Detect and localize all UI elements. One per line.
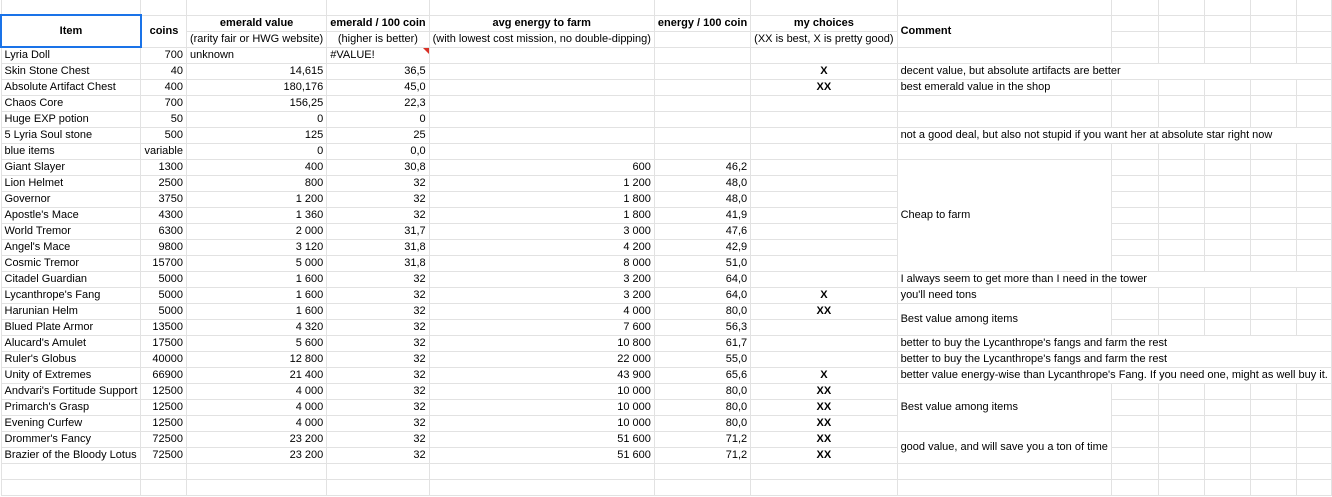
row-coins[interactable]: 13500 [141, 320, 187, 336]
header-emerald-per-100[interactable]: emerald / 100 coin [327, 15, 429, 31]
row-emerald-value[interactable]: 4 000 [186, 416, 326, 432]
row-item[interactable]: 5 Lyria Soul stone [1, 128, 141, 144]
row-avg-energy[interactable]: 22 000 [429, 352, 654, 368]
table-row [1, 384, 1331, 400]
header-emerald-value[interactable]: emerald value [186, 15, 326, 31]
empty-row [1, 480, 1331, 496]
row-item[interactable]: Andvari's Fortitude Support [1, 384, 141, 400]
table-row [1, 336, 1331, 352]
row-my-choice[interactable]: X [751, 64, 897, 80]
row-emerald-value[interactable]: 156,25 [186, 96, 326, 112]
row-emerald-per-100[interactable]: 25 [327, 128, 429, 144]
row-comment[interactable]: better to buy the Lycanthrope's fangs and farm the rest [897, 352, 1331, 368]
row-emerald-value[interactable]: 23 200 [186, 432, 326, 448]
row-avg-energy[interactable]: 4 200 [429, 240, 654, 256]
row-avg-energy[interactable] [429, 96, 654, 112]
row-comment[interactable] [897, 96, 1111, 112]
row-item[interactable]: Evening Curfew [1, 416, 141, 432]
row-coins[interactable]: 15700 [141, 256, 187, 272]
header-emerald-per-100-note[interactable]: (higher is better) [327, 31, 429, 47]
table-row [1, 224, 1331, 240]
table-row [1, 416, 1331, 432]
row-energy-per-100[interactable] [654, 47, 750, 64]
row-emerald-per-100[interactable]: 32 [327, 432, 429, 448]
row-emerald-per-100[interactable]: 32 [327, 400, 429, 416]
row-energy-per-100[interactable]: 65,6 [654, 368, 750, 384]
table-row [1, 352, 1331, 368]
row-my-choice[interactable] [751, 144, 897, 160]
header-item[interactable]: Item [1, 15, 141, 47]
row-avg-energy[interactable]: 7 600 [429, 320, 654, 336]
table-row [1, 256, 1331, 272]
row-comment[interactable] [897, 112, 1111, 128]
row-my-choice[interactable] [751, 320, 897, 336]
row-energy-per-100[interactable]: 41,9 [654, 208, 750, 224]
table-row [1, 176, 1331, 192]
row-item[interactable]: Lycanthrope's Fang [1, 288, 141, 304]
row-emerald-value[interactable]: 0 [186, 144, 326, 160]
row-emerald-per-100[interactable]: 36,5 [327, 64, 429, 80]
table-row [1, 192, 1331, 208]
row-emerald-per-100[interactable]: 32 [327, 448, 429, 464]
row-energy-per-100[interactable]: 80,0 [654, 304, 750, 320]
row-energy-per-100[interactable]: 71,2 [654, 432, 750, 448]
row-coins[interactable]: 12500 [141, 416, 187, 432]
row-avg-energy[interactable] [429, 144, 654, 160]
row-item[interactable]: Lyria Doll [1, 47, 141, 64]
row-emerald-value[interactable]: 800 [186, 176, 326, 192]
row-avg-energy[interactable]: 1 800 [429, 192, 654, 208]
row-comment[interactable]: Best value among items [897, 384, 1111, 432]
row-item[interactable]: World Tremor [1, 224, 141, 240]
row-emerald-value[interactable]: 0 [186, 112, 326, 128]
row-avg-energy[interactable] [429, 64, 654, 80]
row-coins[interactable]: 500 [141, 128, 187, 144]
row-emerald-value[interactable]: 1 200 [186, 192, 326, 208]
row-emerald-per-100[interactable]: 32 [327, 352, 429, 368]
row-my-choice[interactable]: XX [751, 304, 897, 320]
row-energy-per-100[interactable]: 55,0 [654, 352, 750, 368]
row-emerald-per-100[interactable]: 32 [327, 272, 429, 288]
row-emerald-value[interactable]: 5 000 [186, 256, 326, 272]
row-item[interactable]: Alucard's Amulet [1, 336, 141, 352]
row-item[interactable]: Giant Slayer [1, 160, 141, 176]
row-avg-energy[interactable] [429, 80, 654, 96]
table-row [1, 208, 1331, 224]
row-emerald-value[interactable]: 1 360 [186, 208, 326, 224]
row-energy-per-100[interactable]: 64,0 [654, 288, 750, 304]
row-coins[interactable]: variable [141, 144, 187, 160]
table-row [1, 80, 1331, 96]
table-row [1, 320, 1331, 336]
row-my-choice[interactable] [751, 208, 897, 224]
row-my-choice[interactable] [751, 160, 897, 176]
header-avg-energy[interactable]: avg energy to farm [429, 15, 654, 31]
row-my-choice[interactable] [751, 272, 897, 288]
row-comment[interactable]: best emerald value in the shop [897, 80, 1111, 96]
row-my-choice[interactable] [751, 336, 897, 352]
row-energy-per-100[interactable]: 80,0 [654, 384, 750, 400]
row-energy-per-100[interactable]: 61,7 [654, 336, 750, 352]
row-emerald-per-100[interactable]: 32 [327, 208, 429, 224]
row-emerald-value[interactable]: 14,615 [186, 64, 326, 80]
row-coins[interactable]: 2500 [141, 176, 187, 192]
row-coins[interactable]: 6300 [141, 224, 187, 240]
row-emerald-per-100[interactable]: 31,8 [327, 240, 429, 256]
row-coins[interactable]: 66900 [141, 368, 187, 384]
row-coins[interactable]: 17500 [141, 336, 187, 352]
table-row [1, 368, 1331, 384]
row-emerald-value[interactable]: 180,176 [186, 80, 326, 96]
table-row [1, 64, 1331, 80]
row-avg-energy[interactable]: 4 000 [429, 304, 654, 320]
row-emerald-per-100[interactable]: 32 [327, 416, 429, 432]
row-avg-energy[interactable]: 10 000 [429, 384, 654, 400]
header-avg-energy-note[interactable]: (with lowest cost mission, no double-dipping) [429, 31, 654, 47]
table-row [1, 288, 1331, 304]
row-emerald-per-100[interactable]: 31,7 [327, 224, 429, 240]
row-emerald-value[interactable]: 1 600 [186, 272, 326, 288]
table-row [1, 304, 1331, 320]
row-item[interactable]: Harunian Helm [1, 304, 141, 320]
header-energy-per-100[interactable]: energy / 100 coin [654, 15, 750, 31]
row-item[interactable]: Blued Plate Armor [1, 320, 141, 336]
row-comment[interactable]: you'll need tons [897, 288, 1111, 304]
row-my-choice[interactable] [751, 47, 897, 64]
row-item[interactable]: Cosmic Tremor [1, 256, 141, 272]
row-emerald-value[interactable]: 4 000 [186, 384, 326, 400]
row-emerald-per-100[interactable]: 31,8 [327, 256, 429, 272]
row-emerald-per-100[interactable]: 32 [327, 320, 429, 336]
row-item[interactable]: Apostle's Mace [1, 208, 141, 224]
row-my-choice[interactable] [751, 240, 897, 256]
table-row [1, 112, 1331, 128]
row-coins[interactable]: 12500 [141, 400, 187, 416]
row-emerald-per-100[interactable]: 30,8 [327, 160, 429, 176]
table-row [1, 96, 1331, 112]
row-energy-per-100[interactable]: 80,0 [654, 400, 750, 416]
row-comment[interactable]: not a good deal, but also not stupid if you want her at absolute star right now [897, 128, 1331, 144]
row-coins[interactable]: 40 [141, 64, 187, 80]
row-energy-per-100[interactable]: 47,6 [654, 224, 750, 240]
row-comment[interactable] [897, 47, 1111, 64]
header-emerald-note[interactable]: (rarity fair or HWG website) [186, 31, 326, 47]
header-notes-row [1, 31, 1331, 47]
row-item[interactable]: Governor [1, 192, 141, 208]
row-energy-per-100[interactable]: 51,0 [654, 256, 750, 272]
row-comment[interactable]: good value, and will save you a ton of time [897, 432, 1111, 464]
row-emerald-per-100[interactable]: 32 [327, 176, 429, 192]
row-energy-per-100[interactable] [654, 96, 750, 112]
data-rows [1, 47, 1331, 464]
table-row [1, 272, 1331, 288]
row-emerald-per-100[interactable]: 32 [327, 304, 429, 320]
row-coins[interactable]: 40000 [141, 352, 187, 368]
row-my-choice[interactable] [751, 224, 897, 240]
row-my-choice[interactable] [751, 128, 897, 144]
row-item[interactable]: Drommer's Fancy [1, 432, 141, 448]
row-avg-energy[interactable] [429, 47, 654, 64]
row-energy-per-100[interactable]: 64,0 [654, 272, 750, 288]
row-item[interactable]: Skin Stone Chest [1, 64, 141, 80]
row-my-choice[interactable]: X [751, 368, 897, 384]
row-energy-per-100[interactable] [654, 144, 750, 160]
row-avg-energy[interactable] [429, 128, 654, 144]
row-energy-per-100[interactable] [654, 112, 750, 128]
row-item[interactable]: Chaos Core [1, 96, 141, 112]
row-emerald-per-100[interactable]: 0 [327, 112, 429, 128]
row-coins[interactable]: 72500 [141, 432, 187, 448]
row-avg-energy[interactable]: 8 000 [429, 256, 654, 272]
row-energy-per-100[interactable]: 56,3 [654, 320, 750, 336]
row-coins[interactable]: 1300 [141, 160, 187, 176]
header-row [1, 15, 1331, 31]
row-emerald-value[interactable]: 4 000 [186, 400, 326, 416]
row-item[interactable]: Absolute Artifact Chest [1, 80, 141, 96]
row-item[interactable]: Brazier of the Bloody Lotus [1, 448, 141, 464]
row-coins[interactable]: 5000 [141, 288, 187, 304]
row-comment[interactable]: I always seem to get more than I need in the tower [897, 272, 1331, 288]
row-item[interactable]: Lion Helmet [1, 176, 141, 192]
row-emerald-value[interactable]: 12 800 [186, 352, 326, 368]
row-emerald-value[interactable]: 400 [186, 160, 326, 176]
row-coins[interactable]: 4300 [141, 208, 187, 224]
row-item[interactable]: Angel's Mace [1, 240, 141, 256]
row-comment[interactable]: Best value among items [897, 304, 1111, 336]
row-comment[interactable]: better to buy the Lycanthrope's fangs and farm the rest [897, 336, 1331, 352]
row-avg-energy[interactable]: 51 600 [429, 448, 654, 464]
row-coins[interactable]: 700 [141, 47, 187, 64]
row-emerald-value[interactable]: 1 600 [186, 304, 326, 320]
row-my-choice[interactable]: XX [751, 432, 897, 448]
row-avg-energy[interactable]: 1 200 [429, 176, 654, 192]
row-emerald-per-100[interactable]: #VALUE! [327, 47, 429, 64]
row-energy-per-100[interactable]: 80,0 [654, 416, 750, 432]
table-row [1, 400, 1331, 416]
table-row [1, 448, 1331, 464]
row-coins[interactable]: 5000 [141, 304, 187, 320]
row-comment[interactable]: Cheap to farm [897, 160, 1111, 272]
table-row [1, 128, 1331, 144]
row-coins[interactable]: 5000 [141, 272, 187, 288]
row-emerald-value[interactable]: 1 600 [186, 288, 326, 304]
row-coins[interactable]: 3750 [141, 192, 187, 208]
row-emerald-value[interactable]: 125 [186, 128, 326, 144]
row-my-choice[interactable] [751, 176, 897, 192]
row-item[interactable]: Huge EXP potion [1, 112, 141, 128]
row-emerald-value[interactable]: 2 000 [186, 224, 326, 240]
row-item[interactable]: Unity of Extremes [1, 368, 141, 384]
row-item[interactable]: Citadel Guardian [1, 272, 141, 288]
row-my-choice[interactable]: XX [751, 416, 897, 432]
row-coins[interactable]: 72500 [141, 448, 187, 464]
table-row [1, 432, 1331, 448]
row-my-choice[interactable]: XX [751, 80, 897, 96]
row-my-choice[interactable] [751, 352, 897, 368]
row-avg-energy[interactable]: 3 000 [429, 224, 654, 240]
row-avg-energy[interactable]: 10 000 [429, 416, 654, 432]
row-avg-energy[interactable]: 10 000 [429, 400, 654, 416]
row-emerald-value[interactable]: 4 320 [186, 320, 326, 336]
row-my-choice[interactable] [751, 96, 897, 112]
row-avg-energy[interactable]: 600 [429, 160, 654, 176]
row-coins[interactable]: 12500 [141, 384, 187, 400]
row-emerald-value[interactable]: 23 200 [186, 448, 326, 464]
row-coins[interactable]: 9800 [141, 240, 187, 256]
row-energy-per-100[interactable]: 48,0 [654, 176, 750, 192]
table-row [1, 160, 1331, 176]
row-emerald-per-100[interactable]: 32 [327, 384, 429, 400]
table-row [1, 240, 1331, 256]
row-my-choice[interactable] [751, 256, 897, 272]
row-energy-per-100[interactable]: 46,2 [654, 160, 750, 176]
row-my-choice[interactable] [751, 192, 897, 208]
top-strip-row [1, 0, 1331, 15]
row-my-choice[interactable]: X [751, 288, 897, 304]
row-avg-energy[interactable]: 10 800 [429, 336, 654, 352]
row-emerald-per-100[interactable]: 45,0 [327, 80, 429, 96]
row-item[interactable]: Ruler's Globus [1, 352, 141, 368]
row-emerald-per-100[interactable]: 0,0 [327, 144, 429, 160]
row-avg-energy[interactable]: 51 600 [429, 432, 654, 448]
row-my-choice[interactable]: XX [751, 400, 897, 416]
header-coins[interactable]: coins [141, 15, 187, 47]
row-avg-energy[interactable]: 43 900 [429, 368, 654, 384]
row-coins[interactable]: 700 [141, 96, 187, 112]
row-energy-per-100[interactable] [654, 80, 750, 96]
row-avg-energy[interactable]: 3 200 [429, 288, 654, 304]
row-emerald-per-100[interactable]: 32 [327, 192, 429, 208]
header-my-choices[interactable]: my choices [751, 15, 897, 31]
row-comment[interactable]: better value energy-wise than Lycanthrope's Fang. If you need one, might as well buy it. [897, 368, 1331, 384]
row-avg-energy[interactable]: 1 800 [429, 208, 654, 224]
row-my-choice[interactable] [751, 112, 897, 128]
row-avg-energy[interactable]: 3 200 [429, 272, 654, 288]
row-energy-per-100[interactable] [654, 64, 750, 80]
row-energy-per-100[interactable]: 48,0 [654, 192, 750, 208]
row-comment[interactable] [897, 144, 1111, 160]
row-avg-energy[interactable] [429, 112, 654, 128]
empty-row [1, 464, 1331, 480]
row-comment[interactable]: decent value, but absolute artifacts are better [897, 64, 1331, 80]
row-emerald-value[interactable]: 3 120 [186, 240, 326, 256]
header-comment[interactable]: Comment [897, 15, 1111, 47]
row-my-choice[interactable]: XX [751, 448, 897, 464]
row-my-choice[interactable]: XX [751, 384, 897, 400]
header-my-choices-note[interactable]: (XX is best, X is pretty good) [751, 31, 897, 47]
row-item[interactable]: blue items [1, 144, 141, 160]
table-row [1, 47, 1331, 64]
row-emerald-per-100[interactable]: 22,3 [327, 96, 429, 112]
row-emerald-per-100[interactable]: 32 [327, 288, 429, 304]
row-coins[interactable]: 400 [141, 80, 187, 96]
row-energy-per-100[interactable]: 42,9 [654, 240, 750, 256]
row-emerald-per-100[interactable]: 32 [327, 336, 429, 352]
row-emerald-per-100[interactable]: 32 [327, 368, 429, 384]
row-emerald-value[interactable]: 21 400 [186, 368, 326, 384]
table-row [1, 144, 1331, 160]
row-emerald-value[interactable]: unknown [186, 47, 326, 64]
row-energy-per-100[interactable] [654, 128, 750, 144]
row-coins[interactable]: 50 [141, 112, 187, 128]
row-item[interactable]: Primarch's Grasp [1, 400, 141, 416]
row-energy-per-100[interactable]: 71,2 [654, 448, 750, 464]
row-emerald-value[interactable]: 5 600 [186, 336, 326, 352]
